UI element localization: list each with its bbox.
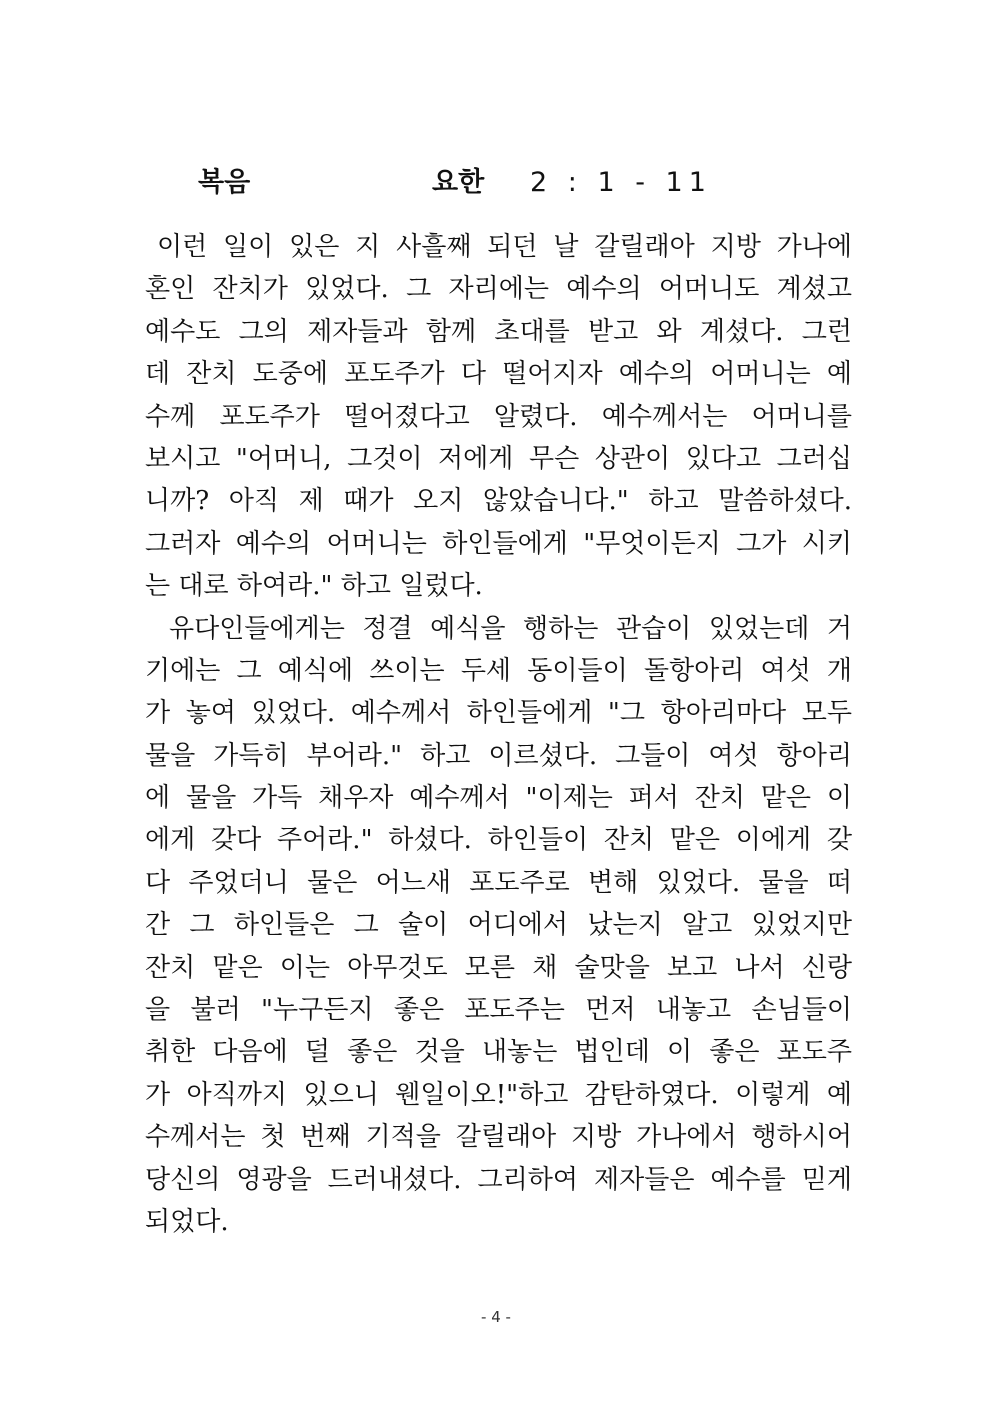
book-name: 요한 [432,167,485,198]
text-line: 니까? 아직 제 때가 오지 않았습니다." 하고 말씀하셨다. [145,486,852,517]
text-line: 되었다. [145,1206,229,1237]
text-line: 데 잔치 도중에 포도주가 다 떨어지자 예수의 어머니는 예 [145,359,852,390]
text-line: 다 주었더니 물은 어느새 포도주로 변해 있었다. 물을 떠 [145,867,852,898]
chapter-verse-reference: 2 : 1 - 11 [530,167,712,198]
text-line: 수께 포도주가 떨어졌다고 알렸다. 예수께서는 어머니를 [145,401,852,432]
text-line: 기에는 그 예식에 쓰이는 두세 동이들이 돌항아리 여섯 개 [145,655,852,686]
text-line: 수께서는 첫 번째 기적을 갈릴래아 지방 가나에서 행하시어 [145,1122,852,1153]
text-line: 에 물을 가득 채우자 예수께서 "이제는 퍼서 잔치 맡은 이 [145,783,852,814]
text-line: 는 대로 하여라." 하고 일렀다. [145,571,483,602]
text-line: 취한 다음에 덜 좋은 것을 내놓는 법인데 이 좋은 포도주 [145,1037,852,1068]
text-line: 물을 가득히 부어라." 하고 이르셨다. 그들이 여섯 항아리 [145,740,852,771]
text-line: 그러자 예수의 어머니는 하인들에게 "무엇이든지 그가 시키 [145,528,852,559]
page-number: - 4 - [481,1308,511,1326]
text-line: 보시고 "어머니, 그것이 저에게 무슨 상관이 있다고 그러십 [145,443,852,474]
text-line: 가 아직까지 있으니 웬일이오!"하고 감탄하였다. 이렇게 예 [145,1079,852,1110]
text-line: 유다인들에게는 정결 예식을 행하는 관습이 있었는데 거 [169,613,852,644]
text-line: 예수도 그의 제자들과 함께 초대를 받고 와 계셨다. 그런 [145,316,852,347]
text-line: 에게 갖다 주어라." 하셨다. 하인들이 잔치 맡은 이에게 갖 [145,825,852,856]
text-line: 혼인 잔치가 있었다. 그 자리에는 예수의 어머니도 계셨고 [145,274,852,305]
text-line: 잔치 맡은 이는 아무것도 모른 채 술맛을 보고 나서 신랑 [145,952,852,983]
reading-text [145,226,852,1243]
text-line: 이런 일이 있은 지 사흘째 되던 날 갈릴래아 지방 가나에 [157,232,852,262]
reading-label: 복음 [198,167,251,198]
text-line: 을 불러 "누구든지 좋은 포도주는 먼저 내놓고 손님들이 [145,995,852,1026]
reading-header [0,160,992,206]
text-line: 간 그 하인들은 그 술이 어디에서 났는지 알고 있었지만 [145,910,852,941]
text-line: 가 놓여 있었다. 예수께서 하인들에게 "그 항아리마다 모두 [145,698,852,729]
text-line: 당신의 영광을 드러내셨다. 그리하여 제자들은 예수를 믿게 [145,1164,852,1195]
